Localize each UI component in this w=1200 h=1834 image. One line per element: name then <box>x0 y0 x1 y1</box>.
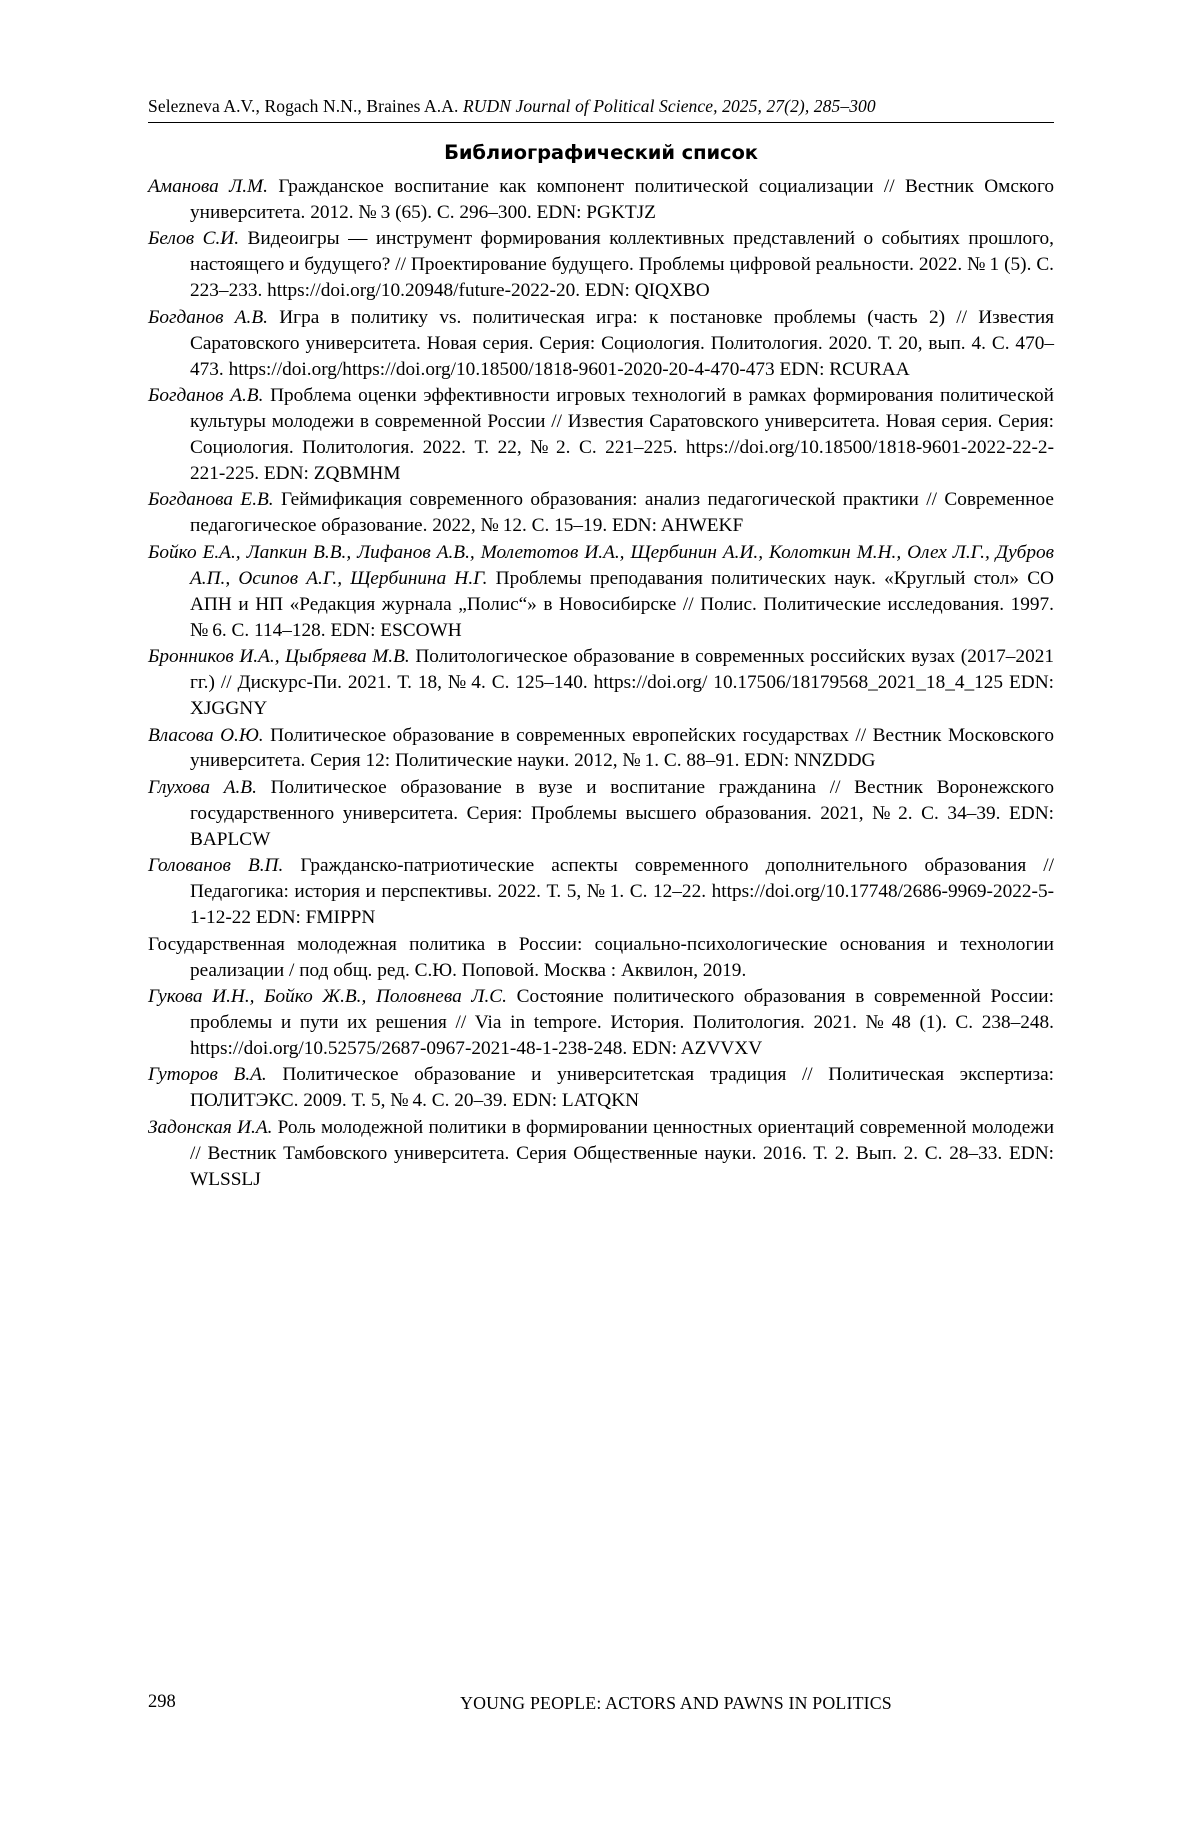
running-head <box>148 96 1054 122</box>
reference-text: Проблемы преподавания политических наук. «Круглый стол» СО АПН и НП «Редакция журнала „Полис“» в Новосибирске // Полис. Политические исследования. 1997. № 6. С. 114–128. EDN: ESCOWH <box>190 567 1054 641</box>
reference-author: Аманова Л.М. <box>148 176 268 197</box>
reference-author: Бронников И.А., Цыбряева М.В. <box>148 646 410 668</box>
reference-item <box>148 644 1054 722</box>
reference-text: Политическое образование и университетская традиция // Политическая экспертиза: ПОЛИТЭКС. 2009. Т. 5, № 4. С. 20–39. EDN: LATQKN <box>190 1064 1054 1112</box>
reference-text: Состояние политического образования в современной России: проблемы и пути их решения // Via in tempore. История. Политология. 2021. № 48 (1). С. 238–248. https://doi.org/10.52575/2687-0967-2021-48-1-238-248. EDN: AZVVXV <box>190 986 1054 1059</box>
reference-author: Глухова А.В. <box>148 776 257 798</box>
running-head-authors: Selezneva A.V., Rogach N.N., Braines A.A. <box>148 96 459 116</box>
reference-author: Голованов В.П. <box>148 855 284 877</box>
reference-item <box>148 383 1054 487</box>
reference-author: Власова О.Ю. <box>148 724 264 746</box>
reference-author: Задонская И.А. <box>148 1116 273 1138</box>
reference-item <box>148 932 1054 984</box>
page-footer <box>148 1692 1054 1716</box>
reference-item <box>148 984 1054 1062</box>
reference-item <box>148 853 1054 931</box>
reference-text: Политическое образование в современных европейских государствах // Вестник Московского университета. Серия 12: Политические науки. 2012, № 1. С. 88–91. EDN: NNZDDG <box>190 724 1054 772</box>
reference-text: Гражданско-патриотические аспекты современного дополнительного образования // Педагогика: история и перспективы. 2022. Т. 5, № 1. С. 12–22. https://doi.org/10.17748/2686-9969-2022-5-1-12-22 EDN: FMIPPN <box>190 855 1055 929</box>
reference-author: Бойко Е.А., Лапкин В.В., Лифанов А.В., Молетотов И.А., Щербинин А.И., Колоткин М.Н., Олех Л.Г., Дубров А.П., Осипов А.Г., Щербинина Н.Г. <box>148 541 1054 589</box>
reference-item <box>148 305 1054 383</box>
reference-item <box>148 1115 1054 1193</box>
running-head-journal: RUDN Journal of Political Science, 2025, 27(2), 285–300 <box>462 96 876 116</box>
reference-author: Богданова Е.В. <box>148 489 274 511</box>
reference-item <box>148 487 1054 539</box>
reference-text: Видеоигры — инструмент формирования коллективных представлений о событиях прошлого, настоящего и будущего? // Проектирование будущего. Проблемы цифровой реальности. 2022. № 1 (5). С. 223–233. https://doi.org/10.20948/future-2022-20. EDN: QIQXBO <box>190 228 1054 302</box>
reference-text: Геймификация современного образования: анализ педагогической практики // Современное педагогическое образование. 2022, № 12. С. 15–19. EDN: AHWEKF <box>190 489 1054 537</box>
reference-author: Белов С.И. <box>148 228 240 250</box>
reference-author: Гукова И.Н., Бойко Ж.В., Половнева Л.С. <box>148 986 507 1008</box>
reference-author: Богданов А.В. <box>148 385 264 407</box>
reference-item <box>148 174 1054 226</box>
reference-item <box>148 540 1054 644</box>
page-content <box>148 96 1054 1193</box>
reference-item <box>148 775 1054 853</box>
section-title: Библиографический список <box>444 141 758 164</box>
reference-text: Политологическое образование в современных российских вузах (2017–2021 гг.) // Дискурс-Пи. 2021. Т. 18, № 4. С. 125–140. https://doi.org/ 10.17506/18179568_2021_18_4_125 EDN: XJGGNY <box>190 646 1054 720</box>
reference-text: Государственная молодежная политика в России: социально-психологические основания и технологии реализации / под общ. ред. С.Ю. Поповой. Москва : Аквилон, 2019. <box>148 933 1054 981</box>
reference-text: Роль молодежной политики в формировании ценностных ориентаций современной молодежи // Вестник Тамбовского университета. Серия Общественные науки. 2016. Т. 2. Вып. 2. С. 28–33. EDN: WLSSLJ <box>190 1116 1055 1190</box>
reference-item <box>148 226 1054 304</box>
reference-text: Гражданское воспитание как компонент политической социализации // Вестник Омского университета. 2012. № 3 (65). С. 296–300. EDN: PGKTJZ <box>190 176 1055 223</box>
page-number: 298 <box>148 1692 176 1712</box>
header-rule <box>148 122 1054 123</box>
reference-item <box>148 1062 1054 1114</box>
reference-text: Политическое образование в вузе и воспитание гражданина // Вестник Воронежского государственного университета. Серия: Проблемы высшего образования. 2021, № 2. С. 34–39. EDN: BAPLCW <box>190 776 1055 850</box>
reference-author: Богданов А.В. <box>148 306 268 328</box>
reference-text: Игра в политику vs. политическая игра: к постановке проблемы (часть 2) // Известия Саратовского университета. Новая серия. Серия: Социология. Политология. 2020. Т. 20, вып. 4. С. 470–473. https://doi.org/https://doi.org/10.18500/1818-9601-2020-20-4-470-473 EDN: RCURAA <box>190 306 1055 380</box>
reference-text: Проблема оценки эффективности игровых технологий в рамках формирования политической культуры молодежи в современной России // Известия Саратовского университета. Новая серия. Серия: Социология. Политология. 2022. Т. 22, № 2. С. 221–225. https://doi.org/10.18500/1818-9601-2022-22-2-221-225. EDN: ZQBMHM <box>190 385 1054 484</box>
reference-list <box>148 174 1054 1193</box>
reference-item <box>148 723 1054 775</box>
footer-running-title: YOUNG PEOPLE: ACTORS AND PAWNS IN POLITICS <box>460 1693 892 1713</box>
reference-author: Гуторов В.А. <box>148 1064 267 1086</box>
